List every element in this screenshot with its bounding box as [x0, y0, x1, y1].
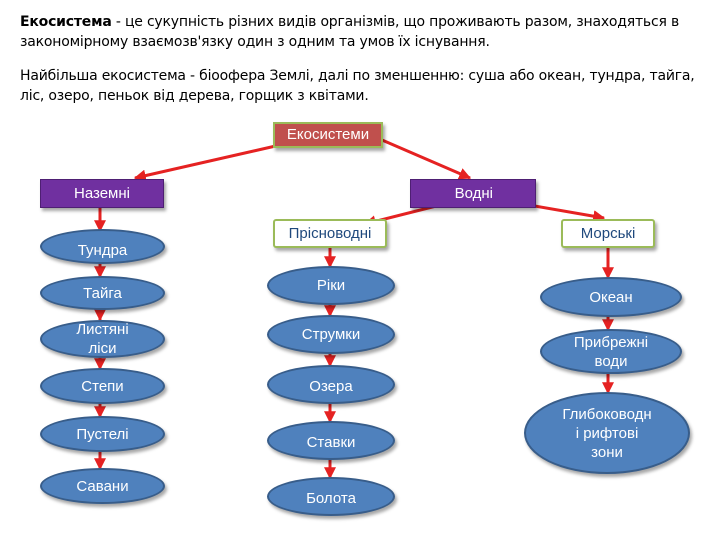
node-tundra: Тундра: [40, 229, 165, 264]
node-savannas: Савани: [40, 468, 165, 504]
node-deserts: Пустелі: [40, 416, 165, 452]
definition-term: Екосистема: [20, 14, 112, 30]
node-ecosystems: Екосистеми: [273, 122, 383, 148]
node-steppes: Степи: [40, 368, 165, 404]
largest-ecosystem-text: Найбільша екосистема - біоофера Землі, далі по зменшенню: суша або океан, тундра, тайга, ліс, озеро, пеньок від дерева, горщик з квітами.: [20, 68, 695, 104]
node-coastal-waters: Прибрежні води: [540, 329, 682, 374]
node-freshwater: Прісноводні: [273, 219, 387, 248]
node-ocean: Океан: [540, 277, 682, 317]
node-deep-rift-zones: Глибоководн і рифтові зони: [524, 392, 690, 474]
node-terrestrial: Наземні: [40, 179, 164, 208]
node-deciduous-forests: Листяні ліси: [40, 320, 165, 358]
node-lakes: Озера: [267, 365, 395, 404]
node-ponds: Ставки: [267, 421, 395, 460]
arrow-root-terrestrial: [135, 145, 280, 178]
definition-text: - це сукупність різних видів організмів, що проживають разом, знаходяться в закономірному взаємозв'язку один з одним та умов їх існування.: [20, 14, 680, 50]
node-aquatic: Водні: [410, 179, 536, 208]
node-taiga: Тайга: [40, 276, 165, 310]
node-swamps: Болота: [267, 477, 395, 516]
arrow-root-aquatic: [382, 140, 470, 178]
node-rivers: Ріки: [267, 266, 395, 305]
node-streams: Струмки: [267, 315, 395, 354]
node-marine: Морські: [561, 219, 655, 248]
